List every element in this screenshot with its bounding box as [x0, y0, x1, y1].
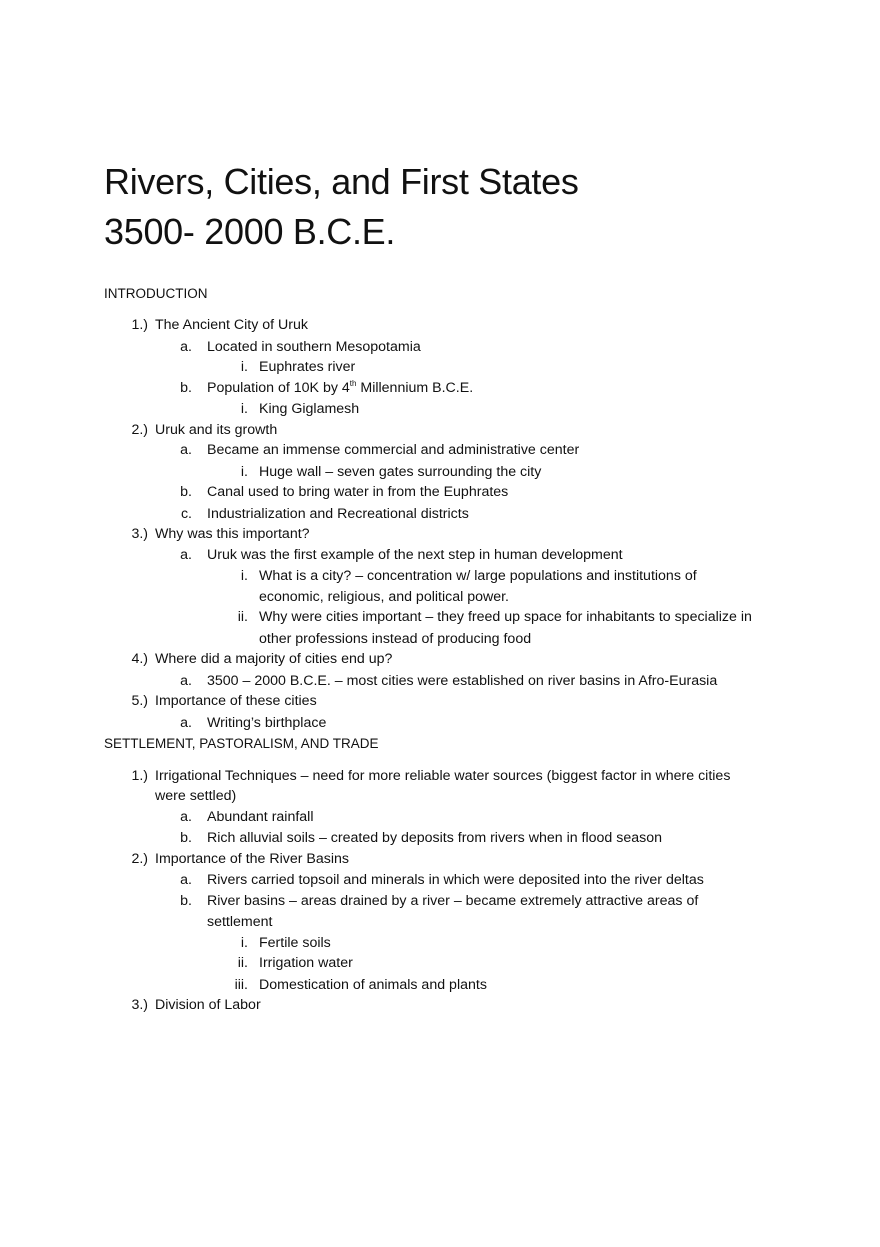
list-marker: 3.) [131, 997, 148, 1013]
list-marker: a. [180, 809, 192, 825]
list-item-text: Importance of the River Basins [155, 851, 349, 867]
list-item-text-continued: were settled) [155, 788, 237, 804]
list-item-text-continued: other professions instead of producing food [259, 631, 532, 647]
list-marker: i. [240, 935, 248, 951]
list-item-text-before: Population of 10K by 4 [207, 380, 350, 396]
list-item-text: Why was this important? [155, 526, 310, 542]
list-item-text: Division of Labor [155, 997, 261, 1013]
list-item-text: The Ancient City of Uruk [155, 317, 308, 333]
list-marker: b. [180, 380, 192, 396]
list-item-text: Why were cities important – they freed up space for inhabitants to specialize in [259, 609, 752, 625]
list-item-text: Irrigation water [259, 955, 353, 971]
list-marker: a. [180, 442, 192, 458]
list-item-text: King Giglamesh [259, 401, 360, 417]
list-item-text: Writing’s birthplace [207, 715, 327, 731]
list-item-text: Where did a majority of cities end up? [155, 651, 393, 667]
list-marker: 1.) [131, 317, 148, 333]
section-heading-introduction: INTRODUCTION [104, 286, 208, 301]
list-item-text: Uruk was the first example of the next step in human development [207, 547, 623, 563]
list-item-text: Located in southern Mesopotamia [207, 339, 421, 355]
list-item-text [207, 381, 473, 395]
list-marker: i. [240, 568, 248, 584]
list-marker: ii. [237, 609, 248, 625]
list-marker: ii. [237, 955, 248, 971]
list-item-text: Abundant rainfall [207, 809, 314, 825]
list-item-text: Industrialization and Recreational districts [207, 506, 469, 522]
list-item-text: Became an immense commercial and administrative center [207, 442, 580, 458]
list-item-text: Uruk and its growth [155, 422, 278, 438]
list-marker: 4.) [131, 651, 148, 667]
list-marker: 2.) [131, 851, 148, 867]
list-marker: iii. [234, 977, 248, 993]
section-heading-settlement: SETTLEMENT, PASTORALISM, AND TRADE [104, 736, 379, 751]
list-marker: a. [180, 872, 192, 888]
list-item-text-continued: settlement [207, 914, 273, 930]
list-item-text: Fertile soils [259, 935, 331, 951]
list-marker: a. [180, 673, 192, 689]
list-item-text-after: Millennium B.C.E. [356, 380, 474, 396]
list-item-text: Rivers carried topsoil and minerals in which were deposited into the river deltas [207, 872, 704, 888]
list-marker: 1.) [131, 768, 148, 784]
document-subtitle-dates: 3500- 2000 B.C.E. [104, 211, 396, 252]
list-item-text: Irrigational Techniques – need for more reliable water sources (biggest factor in where cities [155, 768, 731, 784]
list-item-text: 3500 – 2000 B.C.E. – most cities were established on river basins in Afro-Eurasia [207, 673, 718, 689]
list-marker: i. [240, 401, 248, 417]
list-item-text: Euphrates river [259, 359, 356, 375]
document-title: Rivers, Cities, and First States [104, 161, 579, 202]
list-item-text-continued: economic, religious, and political power. [259, 589, 509, 605]
list-item-text: Domestication of animals and plants [259, 977, 487, 993]
list-item-text: River basins – areas drained by a river – became extremely attractive areas of [207, 893, 699, 909]
list-marker: a. [180, 715, 192, 731]
list-item-text: Importance of these cities [155, 693, 317, 709]
list-marker: a. [180, 547, 192, 563]
list-marker: i. [240, 359, 248, 375]
list-marker: c. [180, 506, 192, 522]
list-item-text: What is a city? – concentration w/ large populations and institutions of [259, 568, 697, 584]
list-marker: i. [240, 464, 248, 480]
list-marker: b. [180, 484, 192, 500]
list-marker: b. [180, 830, 192, 846]
list-marker: a. [180, 339, 192, 355]
ordinal-superscript: th [349, 379, 357, 388]
list-marker: 2.) [131, 422, 148, 438]
list-marker: 3.) [131, 526, 148, 542]
list-marker: 5.) [131, 693, 148, 709]
list-item-text: Huge wall – seven gates surrounding the city [259, 464, 542, 480]
list-marker: b. [180, 893, 192, 909]
list-item-text: Rich alluvial soils – created by deposits from rivers when in flood season [207, 830, 663, 846]
list-item-text: Canal used to bring water in from the Euphrates [207, 484, 509, 500]
